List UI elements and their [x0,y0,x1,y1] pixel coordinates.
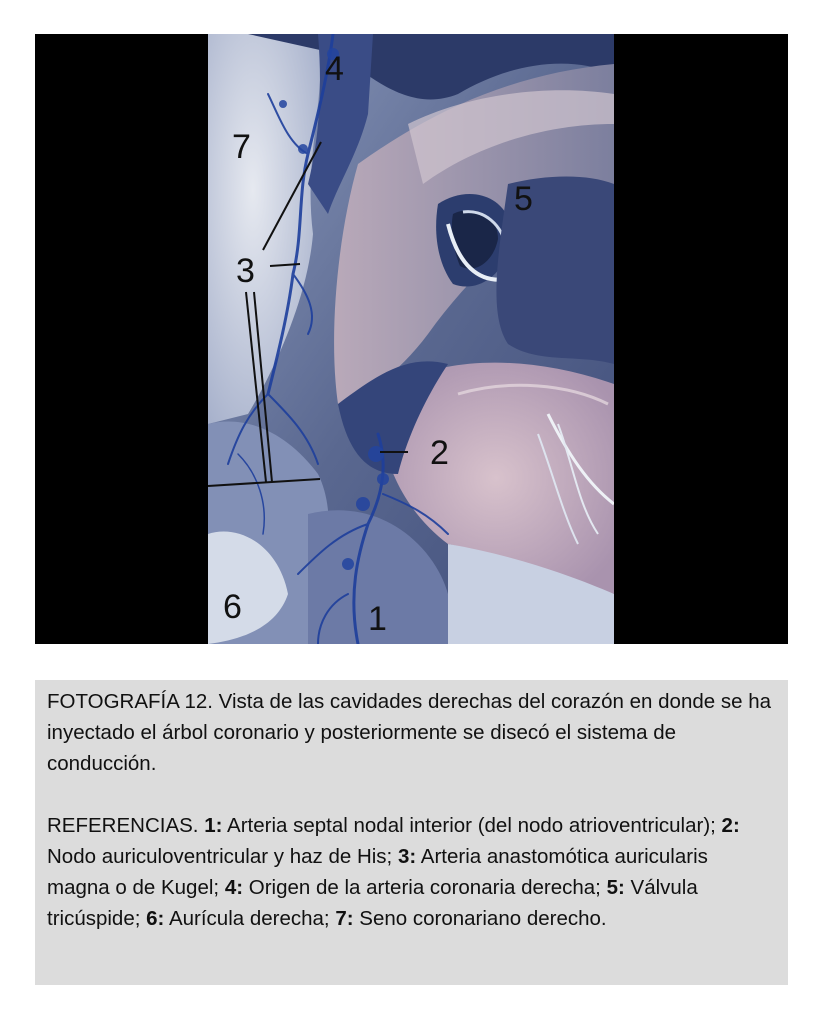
label-3: 3 [236,252,255,290]
anatomical-photograph [208,34,614,644]
photo-frame [35,34,788,644]
caption-title: FOTOGRAFÍA 12. Vista de las cavidades derechas del corazón en donde se ha inyectado el árbol coronario y posteriormente se disecó el sistema de conducción. [47,690,771,775]
label-4: 4 [325,50,344,88]
reference-text: Nodo auriculoventricular y haz de His; [47,845,393,868]
label-6: 6 [223,588,242,626]
reference-number: 2: [721,814,740,837]
label-1: 1 [368,600,387,638]
caption-references [47,810,774,934]
reference-text: Seno coronariano derecho. [359,907,607,930]
reference-text: Arteria septal nodal interior (del nodo atrioventricular); [227,814,716,837]
reference-text: Origen de la arteria coronaria derecha; [248,876,601,899]
figure-caption [35,680,788,985]
reference-number: 7: [335,907,354,930]
reference-number: 4: [224,876,244,899]
reference-text: Aurícula derecha; [168,907,330,930]
label-7: 7 [232,128,251,166]
reference-number: 5: [606,876,625,899]
label-2: 2 [430,434,449,472]
reference-number: 3: [397,845,417,868]
reference-text: Arteria anastomótica auricularis magna o de Kugel; [47,845,708,899]
reference-number: 6: [146,907,165,930]
photo-illustration [208,34,614,644]
reference-text: Válvula tricúspide; [47,876,698,930]
label-5: 5 [514,180,533,218]
references-heading: REFERENCIAS. [47,814,199,837]
reference-number: 1: [204,814,223,837]
